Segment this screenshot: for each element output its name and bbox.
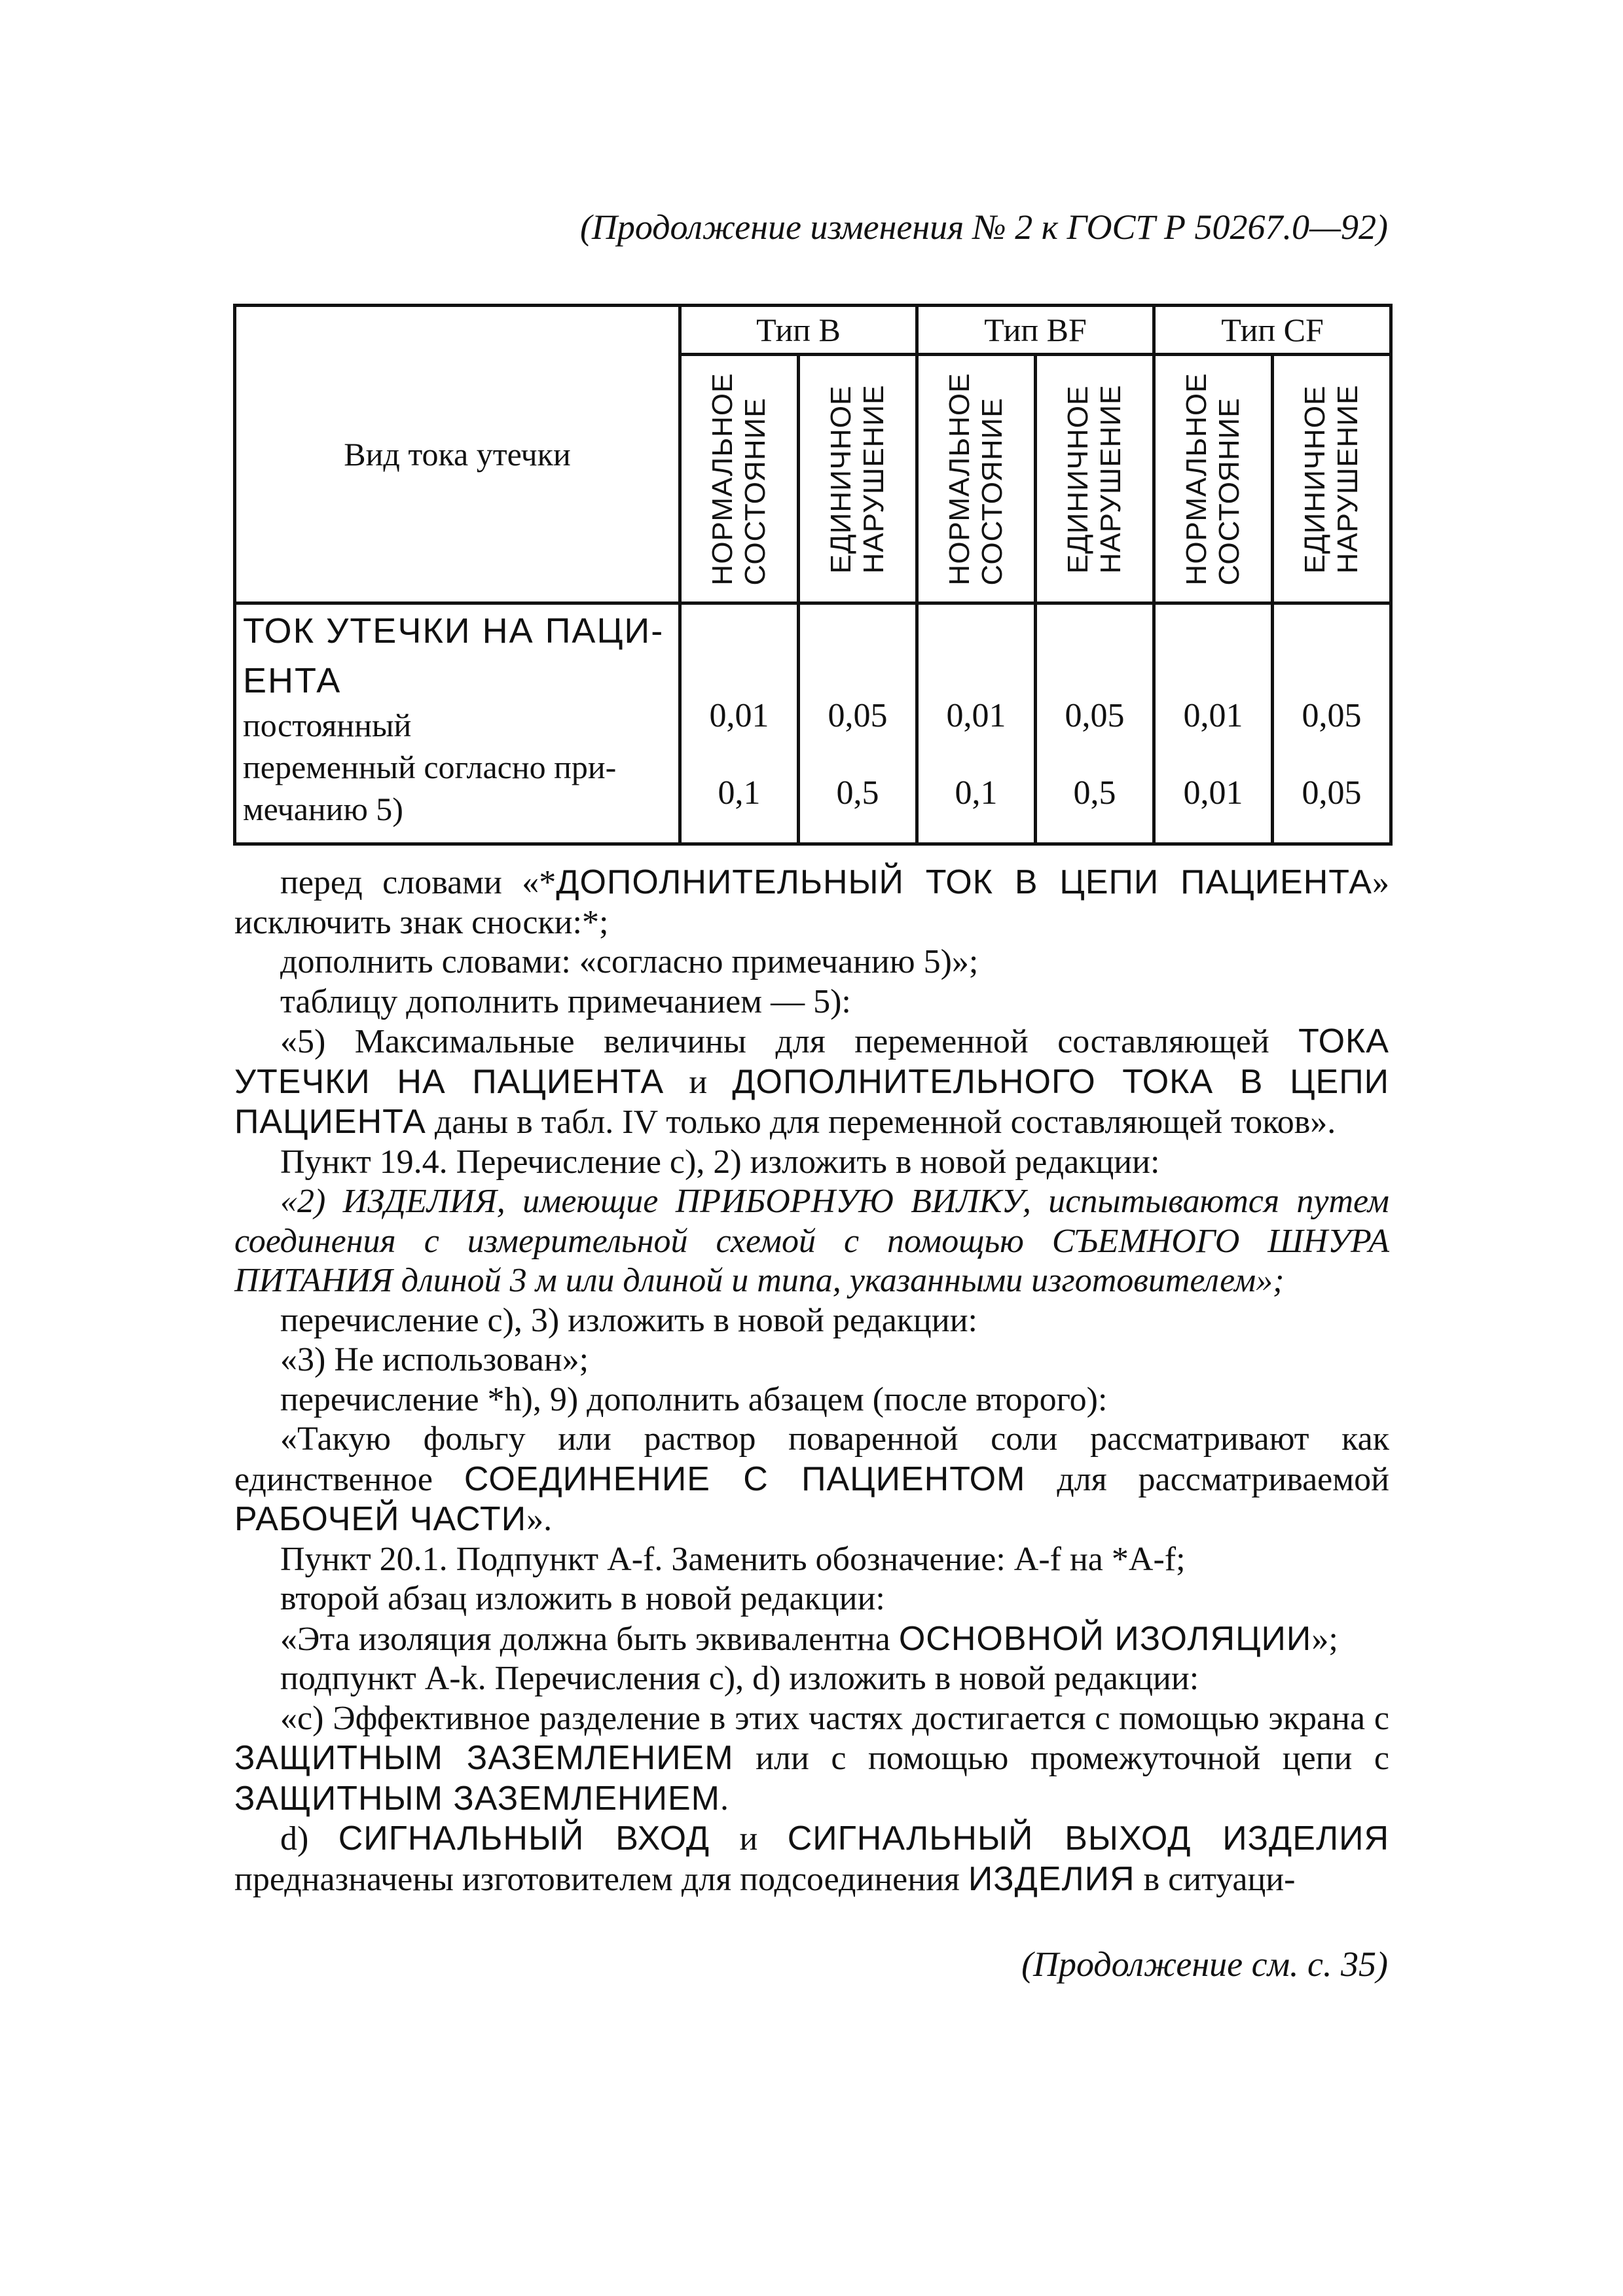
text-run: СЪЕМНОГО ШНУРА ПИТАНИЯ	[234, 1222, 1389, 1299]
row-sub-ac-cont: мечанию 5)	[243, 791, 403, 827]
value-dc: 0,05	[828, 697, 888, 734]
sub-header-fault	[1273, 355, 1391, 603]
value-dc: 0,01	[709, 697, 769, 734]
sub-header-line: НАРУШЕНИЕ	[1332, 384, 1364, 573]
text-run: «Такую фольгу или раствор поваренной соли рассматривают как единственное	[234, 1420, 1389, 1498]
paragraph	[234, 1619, 1389, 1660]
value-ac: 0,01	[1183, 774, 1243, 812]
text-run: «с) Эффективное разделение в этих частях достигается с помощью экрана с	[280, 1699, 1389, 1737]
table-row	[235, 603, 1391, 844]
paragraph: дополнить словами: «согласно примечанию 5)»;	[280, 943, 979, 980]
group-header-type-b: Тип B	[680, 306, 917, 355]
term-caps: СИГНАЛЬНЫЙ ВЫХОД ИЗДЕЛИЯ	[787, 1820, 1389, 1857]
paragraph: Пункт 19.4. Перечисление с), 2) изложить в новой редакции:	[280, 1143, 1160, 1181]
leakage-current-table	[233, 304, 1393, 846]
term-caps: СОЕДИНЕНИЕ С ПАЦИЕНТОМ	[464, 1460, 1026, 1498]
paragraph	[234, 1022, 1389, 1143]
corner-label: Вид тока утечки	[344, 436, 571, 473]
page-footer: (Продолжение см. с. 35)	[1021, 1945, 1388, 1984]
term-caps: СИГНАЛЬНЫЙ ВХОД	[338, 1820, 710, 1857]
sub-header-line: НАРУШЕНИЕ	[1095, 384, 1127, 573]
value-ac: 0,5	[1073, 774, 1116, 812]
sub-header-fault	[799, 355, 917, 603]
term-caps: ТОКА УТЕЧКИ НА ПАЦИЕНТА	[234, 1022, 1389, 1101]
term-caps: ДОПОЛНИТЕЛЬНОГО ТОКА В ЦЕПИ ПАЦИЕНТА	[234, 1062, 1389, 1141]
paragraph: таблицу дополнить примечанием — 5):	[280, 982, 851, 1020]
value-cell	[680, 603, 799, 844]
text-run: перед словами «*	[280, 864, 556, 901]
sub-header-line: НОРМАЛЬНОЕ	[943, 372, 976, 585]
text-run: испытываются путем соединения с измерительной схемой с помощью	[234, 1183, 1389, 1260]
value-dc: 0,01	[946, 697, 1006, 734]
text-run: и	[664, 1063, 733, 1101]
sub-header-fault	[1036, 355, 1154, 603]
value-cell	[917, 603, 1036, 844]
value-ac: 0,05	[1302, 774, 1362, 812]
paragraph: подпункт А-k. Перечисления с), d) изложить в новой редакции:	[280, 1660, 1199, 1697]
value-ac: 0,1	[955, 774, 998, 812]
sub-header-line: НАРУШЕНИЕ	[858, 384, 890, 573]
value-dc: 0,05	[1302, 697, 1362, 734]
paragraph	[234, 1699, 1389, 1820]
text-run: «2) ИЗДЕЛИЯ, имеющие ПРИБОРНУЮ ВИЛКУ,	[280, 1183, 1031, 1220]
value-dc: 0,05	[1065, 697, 1125, 734]
table-corner-header	[235, 306, 680, 603]
value-cell	[1036, 603, 1154, 844]
paragraph: перечисление *h), 9) дополнить абзацем (после второго):	[280, 1380, 1108, 1418]
row-title-line: ЕНТА	[243, 661, 342, 700]
paragraph	[234, 1182, 1389, 1301]
text-run: предназначены изготовителем для подсоединения	[234, 1860, 968, 1898]
text-run: d)	[280, 1820, 338, 1857]
sub-header-line: СОСТОЯНИЕ	[1213, 397, 1246, 585]
text-run: ».	[526, 1501, 553, 1538]
sub-header-line: ЕДИНИЧНОЕ	[1299, 385, 1332, 573]
text-run: «Эта изоляция должна быть эквивалентна	[280, 1620, 899, 1658]
sub-header-line: ЕДИНИЧНОЕ	[1062, 385, 1095, 573]
text-run: » исключить знак сноски:*;	[234, 864, 1389, 941]
sub-header-normal	[917, 355, 1036, 603]
row-sub-ac: переменный согласно при-	[243, 749, 617, 785]
value-dc: 0,01	[1183, 697, 1243, 734]
value-cell	[799, 603, 917, 844]
term-caps: ДОПОЛНИТЕЛЬНЫЙ ТОК В ЦЕПИ ПАЦИЕНТА	[556, 863, 1372, 901]
text-run: или с помощью промежуточной цепи с	[733, 1740, 1390, 1777]
text-run: в ситуаци-	[1135, 1860, 1296, 1898]
sub-header-normal	[680, 355, 799, 603]
text-run: для рассматриваемой	[1025, 1460, 1389, 1498]
paragraph: второй абзац изложить в новой редакции:	[280, 1580, 885, 1617]
amendment-text	[234, 863, 1389, 1899]
sub-header-line: СОСТОЯНИЕ	[976, 397, 1009, 585]
term-caps: ИЗДЕЛИЯ	[968, 1859, 1135, 1898]
paragraph	[234, 1420, 1389, 1540]
row-label-cell	[235, 603, 680, 844]
term-caps: ЗАЩИТНЫМ ЗАЗЕМЛЕНИЕМ	[234, 1739, 734, 1777]
text-run: »;	[1311, 1620, 1338, 1658]
paragraph: перечисление с), 3) изложить в новой редакции:	[280, 1301, 977, 1339]
row-sub-dc: постоянный	[243, 707, 412, 744]
group-header-type-cf: Тип CF	[1154, 306, 1391, 355]
row-title-line: ТОК УТЕЧКИ НА ПАЦИ-	[243, 611, 665, 651]
paragraph	[234, 1819, 1389, 1899]
paragraph	[234, 863, 1389, 942]
value-cell	[1273, 603, 1391, 844]
value-cell	[1154, 603, 1273, 844]
sub-header-line: НОРМАЛЬНОЕ	[706, 372, 739, 585]
text-run: и	[710, 1820, 788, 1857]
text-run: «5) Максимальные величины для переменной составляющей	[280, 1023, 1299, 1060]
value-ac: 0,1	[718, 774, 761, 812]
paragraph: Пункт 20.1. Подпункт A-f. Заменить обозначение: A-f на *A-f;	[280, 1540, 1186, 1578]
text-run: длиной 3 м или длиной и типа, указанными изготовителем»;	[392, 1262, 1285, 1299]
text-run: даны в табл. IV только для переменной составляющей токов».	[426, 1103, 1336, 1141]
term-caps: ЗАЩИТНЫМ ЗАЗЕМЛЕНИЕМ	[234, 1779, 720, 1818]
text-run: .	[720, 1780, 729, 1818]
group-header-type-bf: Тип BF	[917, 306, 1154, 355]
term-caps: ОСНОВНОЙ ИЗОЛЯЦИИ	[898, 1619, 1312, 1658]
value-ac: 0,5	[836, 774, 879, 812]
page-header: (Продолжение изменения № 2 к ГОСТ Р 50267.0—92)	[579, 207, 1388, 247]
sub-header-line: НОРМАЛЬНОЕ	[1180, 372, 1213, 585]
term-caps: РАБОЧЕЙ ЧАСТИ	[234, 1500, 527, 1538]
sub-header-line: ЕДИНИЧНОЕ	[825, 385, 857, 573]
paragraph: «3) Не использован»;	[280, 1341, 589, 1378]
sub-header-normal	[1154, 355, 1273, 603]
sub-header-line: СОСТОЯНИЕ	[739, 397, 771, 585]
